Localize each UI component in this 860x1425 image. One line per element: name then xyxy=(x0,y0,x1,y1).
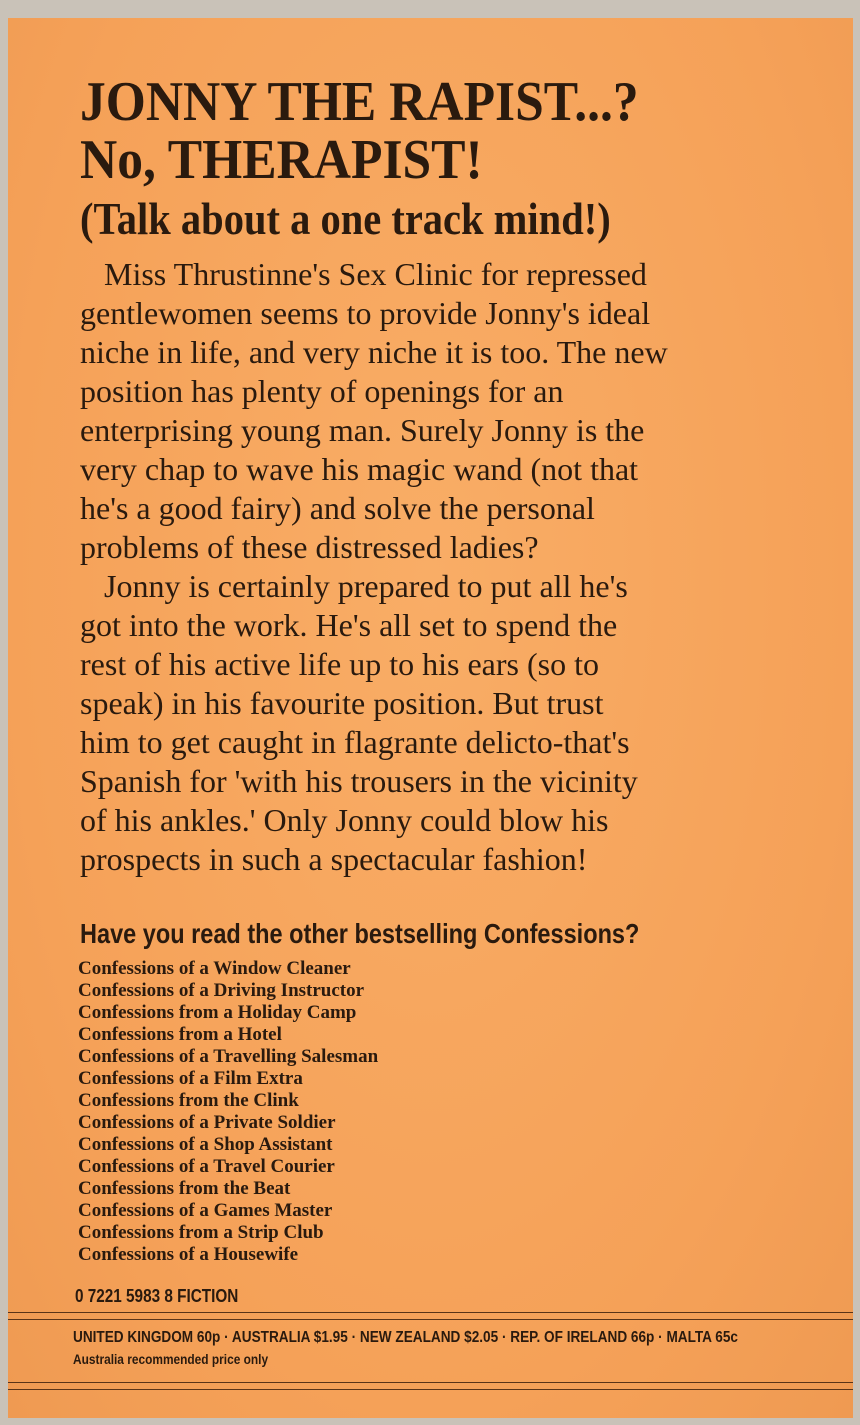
blurb-line: Spanish for 'with his trousers in the vicinity xyxy=(80,763,638,799)
blurb-line: him to get caught in flagrante delicto-that's xyxy=(80,724,630,760)
divider xyxy=(8,1389,853,1390)
other-title-item: Confessions from the Clink xyxy=(78,1090,299,1111)
blurb-line: enterprising young man. Surely Jonny is the xyxy=(80,412,645,448)
blurb-line: speak) in his favourite position. But trust xyxy=(80,685,604,721)
other-title-item: Confessions from the Beat xyxy=(78,1178,291,1199)
other-title-item: Confessions of a Travel Courier xyxy=(78,1156,335,1177)
isbn-category: 0 7221 5983 8 FICTION xyxy=(75,1286,239,1306)
other-title-item: Confessions of a Driving Instructor xyxy=(78,980,365,1001)
blurb-line: Jonny is certainly prepared to put all he's xyxy=(80,568,628,604)
blurb-line: niche in life, and very niche it is too. The new xyxy=(80,334,668,370)
price-note: Australia recommended price only xyxy=(73,1351,269,1367)
other-title-item: Confessions of a Shop Assistant xyxy=(78,1134,333,1155)
blurb-line: of his ankles.' Only Jonny could blow his xyxy=(80,802,609,838)
other-title-item: Confessions from a Hotel xyxy=(78,1024,282,1045)
other-title-item: Confessions from a Strip Club xyxy=(78,1222,324,1243)
other-title-item: Confessions from a Holiday Camp xyxy=(78,1002,357,1023)
other-titles-heading: Have you read the other bestselling Confessions? xyxy=(80,918,640,949)
other-title-item: Confessions of a Travelling Salesman xyxy=(78,1046,379,1067)
blurb-line: got into the work. He's all set to spend the xyxy=(80,607,618,643)
divider xyxy=(8,1319,853,1320)
divider xyxy=(8,1312,853,1313)
divider xyxy=(8,1382,853,1383)
blurb-line: Miss Thrustinne's Sex Clinic for repressed xyxy=(80,256,647,292)
other-title-item: Confessions of a Games Master xyxy=(78,1200,333,1221)
blurb-line: very chap to wave his magic wand (not that xyxy=(80,451,639,487)
other-title-item: Confessions of a Window Cleaner xyxy=(78,958,351,979)
blurb-line: position has plenty of openings for an xyxy=(80,373,564,409)
blurb-line: problems of these distressed ladies? xyxy=(80,529,539,565)
headline-line-3: (Talk about a one track mind!) xyxy=(80,194,611,244)
price-list: UNITED KINGDOM 60p · AUSTRALIA $1.95 · NEW ZEALAND $2.05 · REP. OF IRELAND 66p · MALTA 65c xyxy=(73,1329,738,1346)
other-title-item: Confessions of a Film Extra xyxy=(78,1068,303,1089)
blurb-line: gentlewomen seems to provide Jonny's ideal xyxy=(80,295,651,331)
headline-line-1: JONNY THE RAPIST...? xyxy=(80,71,639,133)
other-titles-list xyxy=(78,958,378,1266)
headline-line-2: No, THERAPIST! xyxy=(80,129,483,191)
blurb-line: prospects in such a spectacular fashion! xyxy=(80,841,588,877)
blurb xyxy=(80,255,668,879)
blurb-line: he's a good fairy) and solve the personal xyxy=(80,490,595,526)
other-title-item: Confessions of a Housewife xyxy=(78,1244,299,1265)
blurb-line: rest of his active life up to his ears (so to xyxy=(80,646,599,682)
other-title-item: Confessions of a Private Soldier xyxy=(78,1112,336,1133)
